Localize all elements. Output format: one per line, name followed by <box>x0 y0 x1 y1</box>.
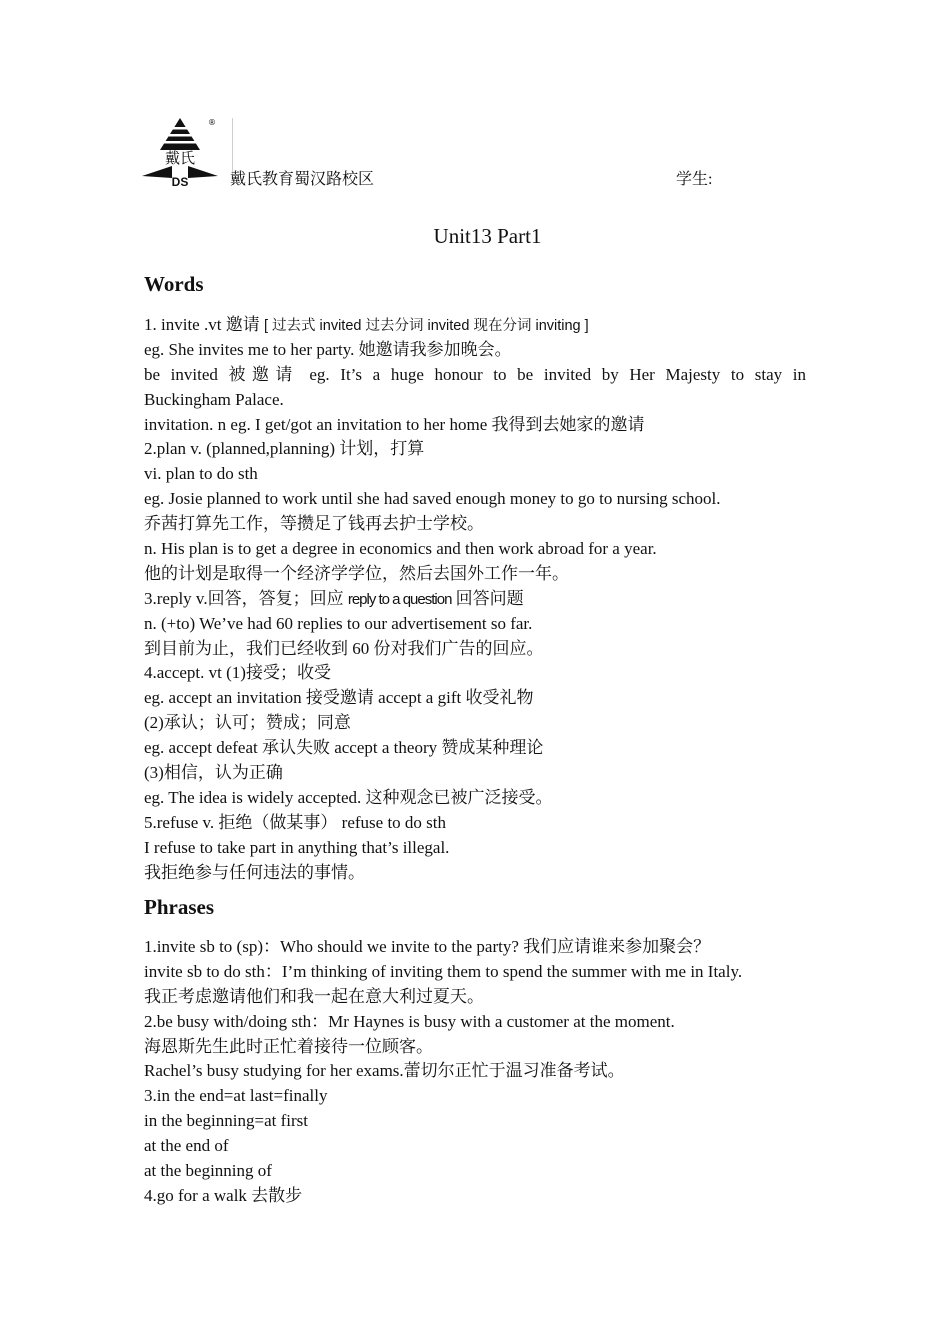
word-line: be invited 被邀请 eg. It’s a huge honour to be invited by Her Majesty to stay in <box>144 364 806 384</box>
registered-mark: ® <box>208 118 216 127</box>
phrases-heading: Phrases <box>144 895 214 919</box>
word-line: vi. plan to do sth <box>144 464 258 484</box>
word-line: n. (+to) We’ve had 60 replies to our advertisement so far. <box>144 613 533 633</box>
phrase-line: 海恩斯先生此时正忙着接待一位顾客。 <box>144 1036 433 1056</box>
phrase-line: 4.go for a walk 去散步 <box>144 1185 303 1205</box>
logo-chinese-text: 戴氏 <box>164 149 196 167</box>
word-line: eg. She invites me to her party. 她邀请我参加晚会。 <box>144 339 512 359</box>
phrase-line: at the beginning of <box>144 1161 272 1181</box>
phrases-section <box>144 935 824 1209</box>
reply-phrase: reply to a question <box>347 590 452 608</box>
word-line: eg. Josie planned to work until she had saved enough money to go to nursing school. <box>144 489 721 509</box>
word-line: (3)相信，认为正确 <box>144 763 283 783</box>
phrase-line: 1.invite sb to (sp)：Who should we invite to the party? 我们应请谁来参加聚会？ <box>144 937 711 956</box>
reply-meaning: 回答问题 <box>451 588 524 608</box>
word-line: (2)承认；认可；赞成；同意 <box>144 713 351 733</box>
logo-ds-text: DS <box>171 175 189 188</box>
word-line: I refuse to take part in anything that’s illegal. <box>144 837 450 857</box>
word-line: n. His plan is to get a degree in economics and then work abroad for a year. <box>144 539 657 559</box>
student-label: 学生: <box>676 171 713 188</box>
phrase-line: in the beginning=at first <box>144 1111 308 1131</box>
phrase-line: invite sb to do sth：I’m thinking of inviting them to spend the summer with me in Italy. <box>144 961 743 981</box>
word-line: 到目前为止，我们已经收到 60 份对我们广告的回应。 <box>144 638 544 658</box>
word-line <box>144 313 806 338</box>
phrase-line: 我正考虑邀请他们和我一起在意大利过夏天。 <box>144 986 484 1006</box>
phrase-line: Rachel’s busy studying for her exams.蕾切尔正忙于温习准备考试。 <box>144 1061 625 1081</box>
phrase-line: 2.be busy with/doing sth：Mr Haynes is busy with a customer at the moment. <box>144 1011 675 1031</box>
word-invite: 1. invite .vt 邀请 <box>144 315 264 334</box>
word-line: Buckingham Palace. <box>144 389 284 409</box>
page-title: Unit13 Part1 <box>433 224 542 248</box>
word-line <box>144 587 806 612</box>
word-line: invitation. n eg. I get/got an invitation to her home 我得到去她家的邀请 <box>144 414 645 434</box>
word-line: eg. The idea is widely accepted. 这种观念已被广泛接受。 <box>144 787 553 807</box>
word-line: 5.refuse v. 拒绝（做某事） refuse to do sth <box>144 812 447 832</box>
words-section <box>144 313 806 885</box>
words-heading: Words <box>144 272 204 296</box>
ds-logo <box>142 116 218 188</box>
word-line: 乔茜打算先工作，等攒足了钱再去护士学校。 <box>144 514 484 534</box>
word-line: 他的计划是取得一个经济学学位，然后去国外工作一年。 <box>144 563 569 583</box>
phrase-line: 3.in the end=at last=finally <box>144 1086 328 1106</box>
school-name: 戴氏教育蜀汉路校区 <box>230 171 375 188</box>
word-line: eg. accept an invitation 接受邀请 accept a gift 收受礼物 <box>144 688 534 708</box>
word-line: 我拒绝参与任何违法的事情。 <box>144 862 365 882</box>
word-line: eg. accept defeat 承认失败 accept a theory 赞成某种理论 <box>144 738 544 758</box>
word-reply: 3.reply v.回答，答复；回应 <box>144 588 348 608</box>
phrase-line: at the end of <box>144 1136 229 1156</box>
word-line: 4.accept. vt (1)接受；收受 <box>144 663 331 683</box>
word-line: 2.plan v. (planned,planning) 计划，打算 <box>144 439 425 459</box>
invite-forms: [ 过去式 invited 过去分词 invited 现在分词 inviting ] <box>263 318 589 334</box>
